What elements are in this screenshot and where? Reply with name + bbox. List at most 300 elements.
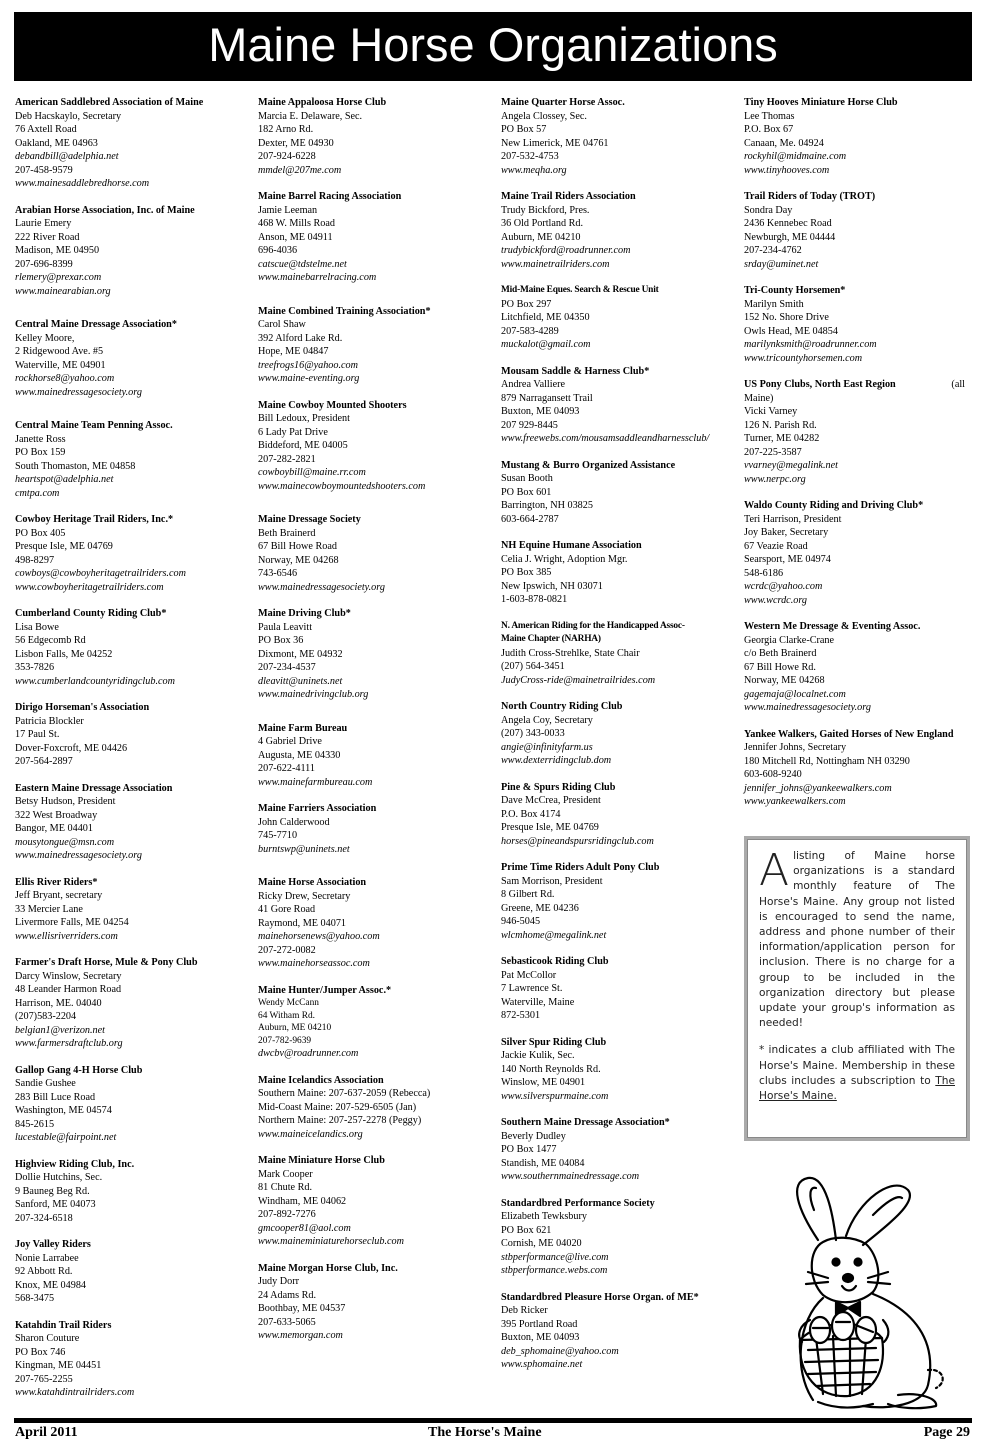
org-name: Cowboy Heritage Trail Riders, Inc.* (15, 514, 174, 525)
footer-publication: The Horse's Maine (428, 1425, 542, 1440)
org-website-link[interactable]: www.maine-eventing.org (258, 373, 360, 384)
org-email-link[interactable]: mainehorsenews@yahoo.com (258, 931, 380, 942)
org-detail: 182 Arno Rd. (258, 124, 314, 135)
org-entry (501, 620, 726, 688)
org-website-link[interactable]: www.sphomaine.net (501, 1359, 583, 1370)
page-title: Maine Horse Organizations (14, 12, 972, 81)
org-detail: 207-532-4753 (501, 151, 559, 162)
org-entry (501, 1116, 726, 1184)
org-detail: Augusta, ME 04330 (258, 749, 341, 761)
org-name: Yankee Walkers, Gaited Horses of New England (744, 728, 954, 740)
org-website-link[interactable]: www.mainedressagesociety.org (744, 702, 871, 713)
org-detail: 283 Bill Luce Road (15, 1091, 96, 1103)
org-name: Maine Miniature Horse Club (258, 1155, 385, 1166)
org-detail: Anson, ME 04911 (258, 231, 333, 243)
org-website-link[interactable]: www.cowboyheritagetrailriders.com (15, 581, 164, 593)
org-detail: Deb Hacskaylo, Secretary (15, 110, 122, 122)
org-detail: 207-633-5065 (258, 1316, 316, 1328)
org-entry (744, 620, 969, 715)
org-website-link[interactable]: www.katahdintrailriders.com (15, 1387, 135, 1398)
org-detail: Beverly Dudley (501, 1130, 566, 1142)
org-entry (258, 876, 483, 971)
drop-cap: A (759, 845, 790, 896)
org-website-link[interactable]: www.maineminiaturehorseclub.com (258, 1236, 405, 1247)
org-name: US Pony Clubs, North East Region (744, 379, 896, 390)
org-detail: 879 Narragansett Trail (501, 392, 593, 404)
org-detail: 207-282-2821 (258, 453, 316, 465)
org-email-link[interactable]: marilynksmith@roadrunner.com (744, 339, 877, 350)
org-detail: Carol Shaw (258, 319, 306, 330)
org-entry (15, 956, 240, 1051)
org-email-link[interactable]: lucestable@fairpoint.net (15, 1132, 117, 1143)
org-entry (501, 781, 726, 849)
org-detail: 468 W. Mills Road (258, 218, 335, 229)
org-detail: 67 Bill Howe Road (258, 541, 337, 552)
org-name: Cumberland County Riding Club* (15, 608, 167, 619)
org-entry (15, 419, 240, 500)
org-name-suffix: (all (951, 379, 965, 390)
org-detail: Sharon Couture (15, 1333, 80, 1344)
org-website-link[interactable]: www.mainearabian.org (15, 285, 111, 297)
org-email-link[interactable]: gmcooper81@aol.com (258, 1222, 351, 1234)
org-detail: Madison, ME 04950 (15, 245, 100, 256)
org-detail: 67 Bill Howe Rd. (744, 661, 816, 673)
org-detail: Knox, ME 04984 (15, 1279, 87, 1291)
org-detail: Boothbay, ME 04537 (258, 1303, 346, 1314)
org-name: Maine Farriers Association (258, 803, 377, 814)
org-detail: 207-324-6518 (15, 1212, 73, 1224)
org-detail: Raymond, ME 04071 (258, 917, 347, 929)
org-detail: PO Box 1477 (501, 1144, 557, 1155)
org-email-link[interactable]: dwcbv@roadrunner.com (258, 1048, 359, 1059)
org-email-link[interactable]: mmdel@207me.com (258, 164, 342, 176)
org-detail: Barrington, NH 03825 (501, 500, 593, 511)
org-entry (15, 513, 240, 594)
org-detail: PO Box 297 (501, 298, 552, 310)
org-detail: 33 Mercier Lane (15, 903, 83, 915)
org-name: Maine Horse Association (258, 877, 367, 888)
org-name: Eastern Maine Dressage Association (15, 782, 173, 794)
org-name: Silver Spur Riding Club (501, 1036, 607, 1048)
org-detail: Dover-Foxcroft, ME 04426 (15, 742, 128, 754)
org-email-link[interactable]: mousytongue@msn.com (15, 836, 115, 848)
org-detail: Dave McCrea, President (501, 795, 601, 806)
org-name: Mousam Saddle & Harness Club* (501, 365, 650, 377)
org-name: Central Maine Team Penning Assoc. (15, 420, 173, 431)
org-website-link[interactable]: www.tinyhooves.com (744, 164, 830, 176)
org-detail: PO Box 405 (15, 527, 66, 539)
org-website-link[interactable]: www.wcrdc.org (744, 594, 808, 606)
org-email-link[interactable]: trudybickford@roadrunner.com (501, 245, 631, 256)
org-detail: 207-765-2255 (15, 1373, 73, 1385)
org-detail: Patricia Blockler (15, 715, 84, 727)
org-detail: PO Box 621 (501, 1224, 552, 1236)
org-detail: Janette Ross (15, 433, 66, 445)
org-website-link[interactable]: cmtpa.com (15, 487, 60, 499)
org-email-link[interactable]: heartspot@adelphia.net (15, 474, 114, 485)
org-detail: Winslow, ME 04901 (501, 1077, 586, 1088)
org-entry (258, 607, 483, 702)
org-entry (15, 607, 240, 688)
org-detail: 207-272-0082 (258, 944, 316, 956)
org-detail: 56 Edgecomb Rd (15, 635, 86, 646)
org-detail: Wendy McCann (258, 998, 319, 1008)
org-entry (501, 190, 726, 271)
org-detail: 603-608-9240 (744, 769, 802, 780)
org-entry (258, 96, 483, 177)
org-entry (258, 1262, 483, 1343)
org-detail: 603-664-2787 (501, 513, 559, 525)
org-detail: 395 Portland Road (501, 1318, 578, 1330)
org-name: Farmer's Draft Horse, Mule & Pony Club (15, 957, 198, 968)
org-website-link[interactable]: www.cumberlandcountyridingclub.com (15, 675, 175, 687)
org-website-link[interactable]: www.mainedressagesociety.org (15, 850, 142, 861)
org-name: Dirigo Horseman's Association (15, 702, 150, 713)
org-detail: 76 Axtell Road (15, 124, 77, 135)
org-name: Maine Hunter/Jumper Assoc.* (258, 984, 392, 996)
org-detail: Newburgh, ME 04444 (744, 231, 836, 243)
org-entry (501, 861, 726, 942)
org-detail: Teri Harrison, President (744, 513, 842, 525)
org-entry (501, 365, 726, 446)
org-name: Ellis River Riders* (15, 876, 98, 888)
org-email-link[interactable]: rockhorse8@yahoo.com (15, 373, 115, 384)
org-email-link[interactable]: cowboys@cowboyheritagetrailriders.com (15, 568, 186, 579)
org-detail: 743-6546 (258, 568, 298, 579)
org-detail: 36 Old Portland Rd. (501, 218, 584, 229)
org-detail: 207-458-9579 (15, 164, 73, 176)
org-website-link[interactable]: www.memorgan.com (258, 1330, 343, 1341)
info-text: listing of Maine horse organizations is a standard monthly feature of The Horse's Maine. Any group not listed is encouraged to send the name, address and phone number of their information/application person for inclusion. There is no charge for a group to be included in the organization directory but please update your group's information as needed! (759, 850, 955, 1030)
directory-column-4 (744, 96, 969, 822)
org-email-link[interactable]: wlcmhome@megalink.net (501, 929, 607, 941)
footer-rule (14, 1418, 972, 1423)
org-detail: Cornish, ME 04020 (501, 1238, 582, 1249)
org-email-link[interactable]: srday@uminet.net (744, 258, 819, 270)
org-entry (501, 1291, 726, 1372)
org-email-link[interactable]: treefrogs16@yahoo.com (258, 359, 359, 371)
org-entry (15, 318, 240, 399)
org-name: Pine & Spurs Riding Club (501, 781, 616, 793)
org-detail: Georgia Clarke-Crane (744, 634, 835, 646)
org-name: Highview Riding Club, Inc. (15, 1158, 135, 1170)
org-entry (744, 284, 969, 365)
affiliation-note (759, 1043, 955, 1104)
org-detail: 207-234-4537 (258, 662, 316, 673)
org-detail: Southern Maine: 207-637-2059 (Rebecca) (258, 1088, 431, 1099)
org-detail: 126 N. Parish Rd. (744, 419, 817, 431)
org-website-link[interactable]: www.meqha.org (501, 164, 567, 176)
org-detail: Auburn, ME 04210 (501, 231, 581, 243)
org-entry (744, 96, 969, 177)
info-box (744, 836, 970, 1141)
org-email-link[interactable]: angie@infinityfarm.us (501, 741, 593, 753)
org-website-link[interactable]: www.maineicelandics.org (258, 1128, 363, 1140)
org-website-link[interactable]: www.yankeewalkers.com (744, 796, 846, 807)
org-email-link[interactable]: deb_sphomaine@yahoo.com (501, 1345, 619, 1357)
org-entry (258, 399, 483, 494)
org-detail: Harrison, ME. 04040 (15, 997, 102, 1009)
org-detail: Windham, ME 04062 (258, 1195, 347, 1207)
publication-link[interactable]: The Horse's Maine. (759, 1074, 955, 1103)
org-detail: 92 Abbott Rd. (15, 1266, 73, 1277)
org-detail: PO Box 601 (501, 486, 552, 498)
org-detail: Mark Cooper (258, 1168, 313, 1180)
org-name: North Country Riding Club (501, 701, 623, 712)
org-detail: PO Box 385 (501, 567, 552, 578)
org-detail: Bill Ledoux, President (258, 413, 350, 424)
org-name: Mid-Maine Eques. Search & Rescue Unit (501, 285, 659, 295)
org-detail: 353-7826 (15, 662, 55, 673)
org-website-link[interactable]: www.silverspurmaine.com (501, 1090, 609, 1102)
org-entry (744, 190, 969, 271)
org-detail: 568-3475 (15, 1293, 55, 1304)
org-detail: P.O. Box 67 (744, 124, 794, 135)
org-detail: 207-234-4762 (744, 245, 802, 256)
org-entry (258, 1154, 483, 1249)
org-name: Maine Dressage Society (258, 514, 361, 525)
org-website-link[interactable]: www.nerpc.org (744, 473, 806, 485)
org-name: Gallop Gang 4-H Horse Club (15, 1064, 143, 1076)
org-detail: 207-583-4289 (501, 325, 559, 337)
org-detail: Nonie Larrabee (15, 1252, 79, 1264)
org-name: Joy Valley Riders (15, 1239, 91, 1250)
directory-column-3 (501, 96, 726, 1385)
org-detail: (207) 564-3451 (501, 661, 565, 672)
org-detail: 207-696-8399 (15, 258, 73, 270)
org-detail: Litchfield, ME 04350 (501, 312, 590, 323)
org-website-link[interactable]: www.mainehorseassoc.com (258, 958, 370, 969)
org-entry (15, 1319, 240, 1400)
org-detail: 152 No. Shore Drive (744, 312, 829, 323)
org-detail: Kelley Moore, (15, 332, 75, 344)
org-website-link[interactable]: www.tricountyhorsemen.com (744, 352, 863, 364)
org-detail: Joy Baker, Secretary (744, 527, 829, 538)
org-detail: New Ipswich, NH 03071 (501, 580, 603, 592)
org-website-link[interactable]: www.mainedressagesociety.org (258, 581, 385, 593)
org-detail: 872-5301 (501, 1010, 541, 1021)
org-detail: Sam Morrison, President (501, 875, 603, 887)
org-detail: Angela Coy, Secretary (501, 714, 593, 726)
org-entry (15, 1238, 240, 1306)
org-detail: 207-622-4111 (258, 763, 315, 774)
org-detail: 6 Lady Pat Drive (258, 426, 328, 438)
org-detail: Dexter, ME 04930 (258, 137, 334, 149)
info-paragraph (759, 845, 955, 1031)
org-email-link[interactable]: dleavitt@uninets.net (258, 675, 343, 687)
org-entry (744, 499, 969, 607)
org-detail: Sandie Gushee (15, 1078, 76, 1089)
org-website-link[interactable]: www.farmersdraftclub.org (15, 1038, 123, 1049)
org-entry (501, 284, 726, 352)
org-name: Maine Farm Bureau (258, 722, 348, 734)
org-detail: Elizabeth Tewksbury (501, 1211, 587, 1222)
org-name: Trail Riders of Today (TROT) (744, 191, 876, 202)
org-detail: Paula Leavitt (258, 621, 313, 633)
org-detail: 8 Gilbert Rd. (501, 889, 555, 900)
org-name: Maine Icelandics Association (258, 1074, 384, 1086)
org-name: Central Maine Dressage Association* (15, 319, 177, 330)
org-email-link[interactable]: JudyCross-ride@mainetrailrides.com (501, 674, 656, 686)
org-email-link[interactable]: burntswp@uninets.net (258, 843, 350, 855)
org-website-link[interactable]: www.mainedrivingclub.org (258, 689, 369, 700)
org-detail: Lisa Bowe (15, 621, 59, 633)
org-name: Katahdin Trail Riders (15, 1319, 112, 1331)
directory-column-2 (258, 96, 483, 1356)
org-detail: Maine) (744, 392, 774, 404)
org-detail: Darcy Winslow, Secretary (15, 970, 122, 982)
org-detail: 207 929-8445 (501, 419, 558, 431)
org-name: Maine Trail Riders Association (501, 191, 636, 202)
org-detail: 392 Alford Lake Rd. (258, 332, 343, 344)
org-detail: Waterville, ME 04901 (15, 359, 106, 371)
org-detail: Buxton, ME 04093 (501, 1332, 580, 1343)
org-detail: John Calderwood (258, 816, 330, 828)
org-name: Maine Barrel Racing Association (258, 191, 402, 202)
org-detail: PO Box 159 (15, 447, 66, 458)
org-detail: Sondra Day (744, 204, 793, 216)
org-detail: Dixmont, ME 04932 (258, 648, 343, 660)
org-website-link[interactable]: www.freewebs.com/mousamsaddleandharnessclub/ (501, 433, 710, 444)
org-website-link[interactable]: stbperformance.webs.com (501, 1265, 608, 1276)
org-entry (258, 513, 483, 594)
org-detail: Jackie Kulik, Sec. (501, 1050, 575, 1061)
org-detail: New Limerick, ME 04761 (501, 137, 609, 149)
footer-page-number: Page 29 (923, 1425, 970, 1440)
org-entry (744, 378, 969, 486)
directory-column-1 (15, 96, 240, 1413)
org-detail: 24 Adams Rd. (258, 1289, 317, 1301)
org-name: N. American Riding for the Handicapped Assoc- (501, 620, 685, 631)
org-name: Tiny Hooves Miniature Horse Club (744, 97, 898, 108)
org-detail: Pat McCollor (501, 969, 557, 981)
org-detail: 2436 Kennebec Road (744, 218, 832, 229)
org-detail: Washington, ME 04574 (15, 1105, 112, 1116)
org-detail: Andrea Valliere (501, 379, 566, 390)
org-name: Maine Quarter Horse Assoc. (501, 97, 625, 108)
org-detail: 207-924-6228 (258, 151, 316, 162)
org-detail: Norway, ME 04268 (744, 675, 825, 686)
org-detail: Presque Isle, ME 04769 (501, 822, 599, 833)
org-detail: 7 Lawrence St. (501, 983, 563, 994)
org-entry (258, 802, 483, 856)
org-detail: Searsport, ME 04974 (744, 554, 831, 565)
org-website-link[interactable]: www.mainebarrelracing.com (258, 272, 377, 283)
org-detail: 207-564-2897 (15, 756, 73, 767)
affiliation-text: * indicates a club affiliated with The Horse's Maine. Membership in these clubs includes a subscription to (759, 1044, 955, 1087)
org-name: Maine Driving Club* (258, 608, 351, 619)
org-detail: Auburn, ME 04210 (258, 1023, 332, 1033)
org-detail: PO Box 57 (501, 124, 547, 135)
org-detail: Dollie Hutchins, Sec. (15, 1172, 103, 1183)
org-detail: 946-5045 (501, 916, 541, 927)
org-email-link[interactable]: cowboybill@maine.rr.com (258, 467, 366, 478)
org-detail: 696-4036 (258, 245, 298, 256)
org-email-link[interactable]: vvarney@megalink.net (744, 460, 838, 471)
org-detail: Owls Head, ME 04854 (744, 325, 838, 337)
org-name: Prime Time Riders Adult Pony Club (501, 862, 660, 873)
org-name: Standardbred Performance Society (501, 1197, 655, 1209)
org-email-link[interactable]: wcrdc@yahoo.com (744, 581, 823, 592)
org-website-link[interactable]: www.mainetrailriders.com (501, 258, 610, 270)
org-email-link[interactable]: rockyhil@midmaine.com (744, 151, 847, 162)
org-name: Western Me Dressage & Eventing Assoc. (744, 621, 921, 632)
org-detail: Biddeford, ME 04005 (258, 440, 348, 451)
org-detail: Celia J. Wright, Adoption Mgr. (501, 553, 628, 565)
org-detail: Marilyn Smith (744, 298, 804, 310)
org-detail: Marcia E. Delaware, Sec. (258, 110, 363, 122)
org-detail: (207) 343-0033 (501, 728, 565, 739)
org-detail: 1-603-878-0821 (501, 594, 568, 605)
footer-date: April 2011 (15, 1425, 78, 1440)
org-name: Standardbred Pleasure Horse Organ. of ME* (501, 1291, 699, 1303)
org-email-link[interactable]: jennifer_johns@yankeewalkers.com (744, 782, 892, 794)
org-detail: Sanford, ME 04073 (15, 1199, 96, 1210)
org-detail: Jeff Bryant, secretary (15, 890, 103, 901)
org-detail: 140 North Reynolds Rd. (501, 1063, 601, 1075)
org-entry (15, 204, 240, 299)
org-website-link[interactable]: www.dexterridingclub.dom (501, 755, 612, 766)
org-email-link[interactable]: rlemery@prexar.com (15, 272, 102, 283)
org-detail: Livermore Falls, ME 04254 (15, 917, 129, 928)
org-website-link[interactable]: www.ellisriverriders.com (15, 930, 118, 942)
org-name: NH Equine Humane Association (501, 540, 642, 551)
org-detail: P.O. Box 4174 (501, 808, 561, 820)
org-detail: Betsy Hudson, President (15, 796, 116, 807)
org-detail: PO Box 36 (258, 635, 304, 646)
org-detail: Hope, ME 04847 (258, 346, 329, 357)
org-detail: Judith Cross-Strehlke, State Chair (501, 647, 640, 659)
org-website-link[interactable]: www.mainefarmbureau.com (258, 776, 373, 788)
org-email-link[interactable]: belgian1@verizon.net (15, 1024, 106, 1036)
org-entry (501, 539, 726, 607)
org-website-link[interactable]: www.mainedressagesociety.org (15, 386, 142, 398)
org-entry (15, 96, 240, 191)
org-name: Maine Appaloosa Horse Club (258, 97, 387, 108)
org-website-link[interactable]: www.mainesaddlebredhorse.com (15, 178, 150, 189)
org-detail: Waterville, Maine (501, 996, 575, 1008)
org-detail: 180 Mitchell Rd, Nottingham NH 03290 (744, 755, 910, 767)
org-detail: South Thomaston, ME 04858 (15, 460, 136, 472)
org-detail: Jamie Leeman (258, 204, 318, 216)
org-detail: Lisbon Falls, Me 04252 (15, 648, 113, 660)
org-detail: Deb Ricker (501, 1305, 548, 1316)
org-detail: Judy Dorr (258, 1276, 300, 1287)
org-detail: 548-6186 (744, 567, 784, 579)
org-email-link[interactable]: gagemaja@localnet.com (744, 688, 846, 700)
org-detail: Vicki Varney (744, 406, 798, 417)
org-detail: 41 Gore Road (258, 904, 316, 915)
org-detail: Standish, ME 04084 (501, 1157, 585, 1169)
org-detail: Northern Maine: 207-257-2278 (Peggy) (258, 1115, 422, 1126)
org-website-link[interactable]: www.mainecowboymountedshooters.com (258, 480, 426, 492)
org-email-link[interactable]: catscue@tdstelme.net (258, 258, 347, 270)
org-detail: 498-8297 (15, 554, 55, 566)
org-email-link[interactable]: stbperformance@live.com (501, 1251, 609, 1263)
org-detail: Beth Brainerd (258, 527, 316, 539)
org-entry (15, 876, 240, 944)
org-detail: 2 Ridgewood Ave. #5 (15, 346, 104, 357)
org-website-link[interactable]: www.southernmainedressage.com (501, 1171, 640, 1182)
org-name: Waldo County Riding and Driving Club* (744, 500, 924, 511)
org-email-link[interactable]: muckalot@gmail.com (501, 339, 591, 350)
org-name: Sebasticook Riding Club (501, 956, 609, 967)
org-email-link[interactable]: debandbill@adelphia.net (15, 151, 119, 162)
org-detail: Angela Clossey, Sec. (501, 110, 587, 122)
org-email-link[interactable]: horses@pineandspursridingclub.com (501, 835, 654, 847)
org-name: Arabian Horse Association, Inc. of Maine (15, 204, 195, 216)
org-detail: Ricky Drew, Secretary (258, 890, 351, 902)
